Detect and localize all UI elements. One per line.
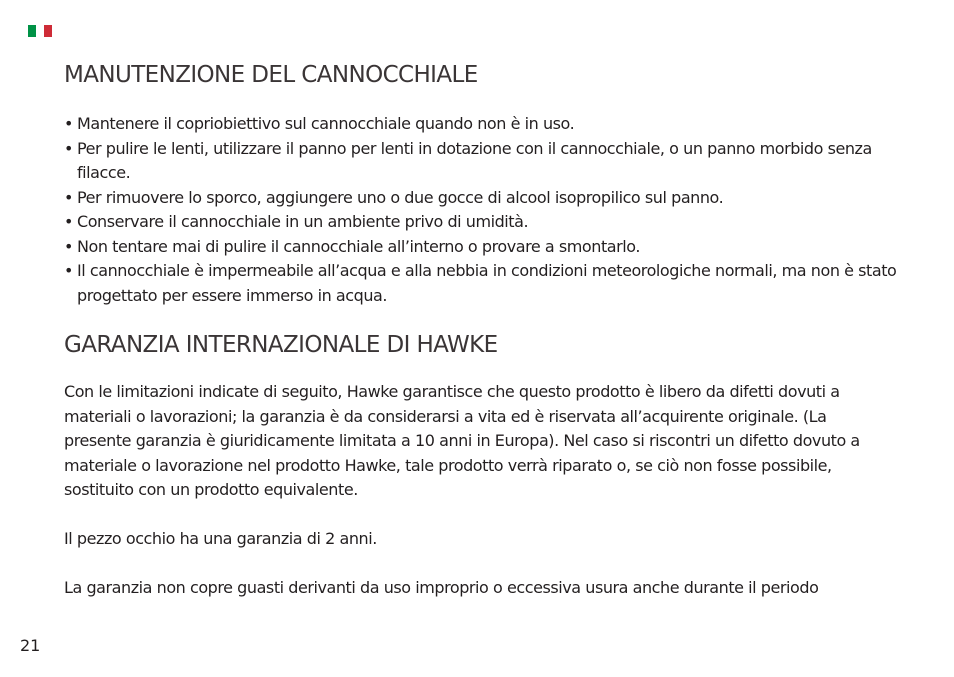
italian-flag-icon (28, 25, 52, 37)
maintenance-heading: MANUTENZIONE DEL CANNOCCHIALE (64, 62, 478, 88)
flag-stripe-white (36, 25, 44, 37)
eyepiece-warranty-paragraph: Il pezzo occhio ha una garanzia di 2 anni. (64, 529, 377, 548)
warranty-heading: GARANZIA INTERNAZIONALE DI HAWKE (64, 332, 498, 358)
warranty-exclusions-paragraph: La garanzia non copre guasti derivanti da uso improprio o eccessiva usura anche durante il periodo (64, 578, 819, 597)
list-item: • Per pulire le lenti, utilizzare il panno per lenti in dotazione con il cannocchiale, o un panno morbido senza filacce. (64, 137, 904, 186)
warranty-paragraph: Con le limitazioni indicate di seguito, Hawke garantisce che questo prodotto è libero da difetti dovuti a materiali o lavorazioni; la garanzia è da considerarsi a vita ed è riservata all’acquirente originale. (La presente garanzia è giuridicamente limitata a 10 anni in Europa). Nel caso si riscontri un difetto dovuto a materiale o lavorazione nel prodotto Hawke, tale prodotto verrà riparato o, se ciò non fosse possibile, sostituito con un prodotto equivalente. (64, 382, 860, 499)
list-item: • Per rimuovere lo sporco, aggiungere uno o due gocce di alcool isopropilico sul panno. (64, 186, 904, 211)
maintenance-list (64, 112, 904, 308)
page-number: 21 (20, 636, 41, 655)
list-item: • Conservare il cannocchiale in un ambiente privo di umidità. (64, 210, 904, 235)
list-item: • Il cannocchiale è impermeabile all’acqua e alla nebbia in condizioni meteorologiche normali, ma non è stato progettato per essere immerso in acqua. (64, 259, 904, 308)
list-item: • Non tentare mai di pulire il cannocchiale all’interno o provare a smontarlo. (64, 235, 904, 260)
list-item: • Mantenere il copriobiettivo sul cannocchiale quando non è in uso. (64, 112, 904, 137)
page-content (64, 58, 904, 601)
flag-stripe-red (44, 25, 52, 37)
flag-stripe-green (28, 25, 36, 37)
